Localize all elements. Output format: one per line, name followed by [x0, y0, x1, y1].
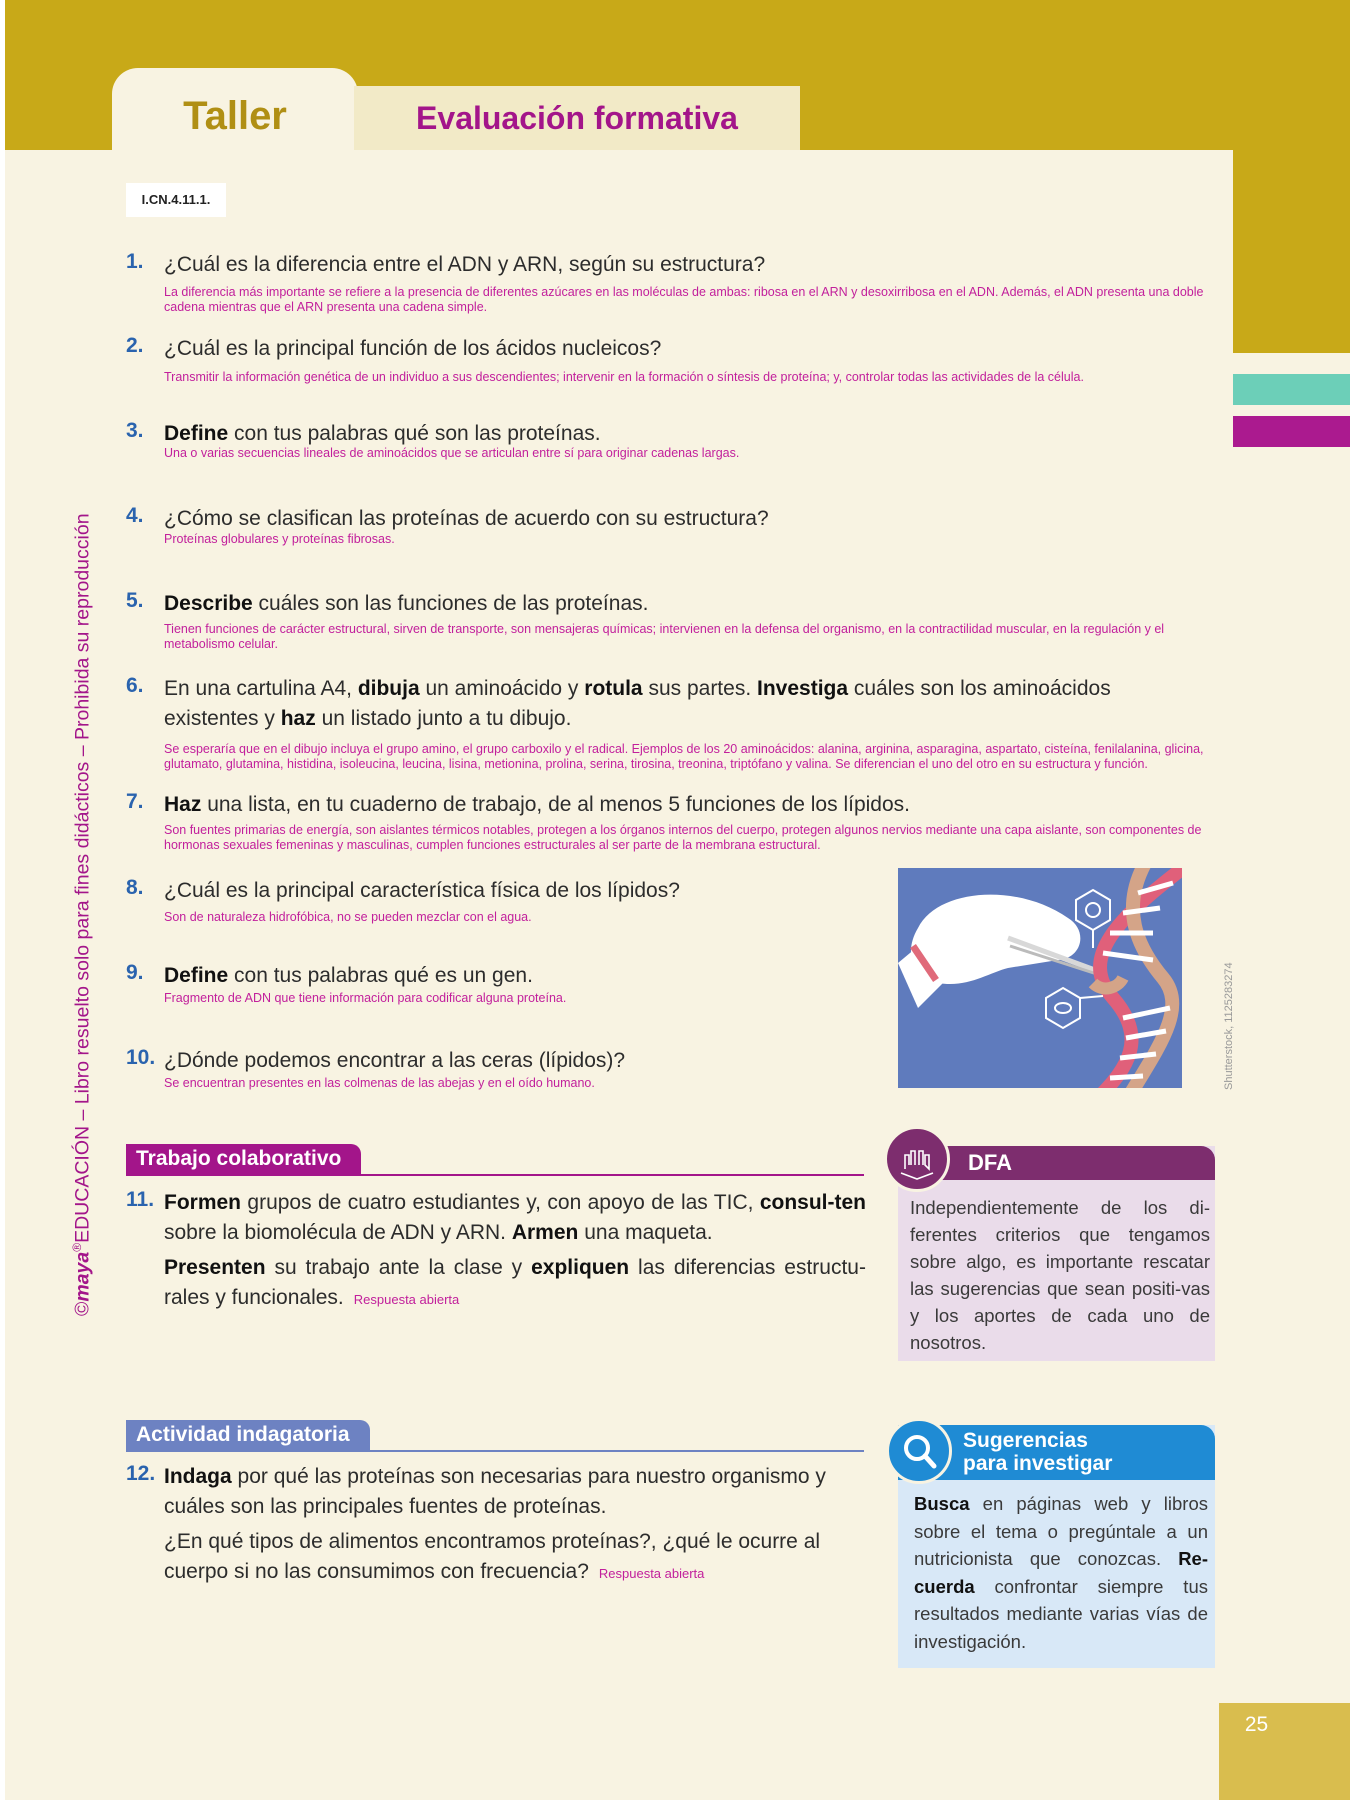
section-title: Actividad indagatoria — [126, 1420, 370, 1450]
answer-text: Respuesta abierta — [598, 1566, 705, 1581]
text-part: por qué las proteínas son necesarias para nuestro organismo y cuáles son las principales fuentes de proteínas. — [164, 1465, 826, 1518]
image-credit: Shutterstock, 1125283274 — [1223, 962, 1235, 1090]
criterion-code: I.CN.4.11.1. — [126, 183, 226, 217]
question-verb: Haz — [164, 793, 202, 816]
text-part: cuáles son los aminoácidos existentes y — [164, 677, 1111, 730]
verb-rotula: rotula — [584, 677, 643, 700]
question-text — [164, 961, 866, 991]
page-number: 25 — [1244, 1713, 1269, 1736]
answer-text: Se esperaría que en el dibujo incluya el grupo amino, el grupo carboxilo y el radical. Ejemplos de los 20 aminoácidos: alanina, arginina, asparagina, aspartato, cisteína, fenilalanina, glicina, glutamato, glutamina, histidina, isoleucina, leucina, lisina, metionina, prolina, serina, tirosina, treonina, triptófano y valina. Se diferencian el uno del otro en su estructura y función. — [164, 742, 1204, 771]
answer-text: Una o varias secuencias lineales de aminoácidos que se articulan entre sí para originar cadenas largas. — [164, 446, 740, 460]
tab-evaluacion — [354, 86, 800, 150]
verb-consulten: consul-ten — [759, 1191, 866, 1214]
question-number: 9. — [126, 961, 144, 984]
question-rest: cuáles son las funciones de las proteínas. — [252, 592, 649, 615]
text-part: ¿En qué tipos de alimentos encontramos proteínas?, ¿qué le ocurre al cuerpo si no las consumimos con frecuencia? — [164, 1530, 821, 1583]
text-part: sus partes. — [642, 677, 757, 700]
question-text: ¿Cómo se clasifican las proteínas de acuerdo con su estructura? — [164, 507, 769, 530]
question-text — [164, 790, 1211, 820]
section-title: Trabajo colaborativo — [126, 1144, 361, 1174]
question-text: ¿Dónde podemos encontrar a las ceras (lípidos)? — [164, 1049, 626, 1072]
text-part: un listado junto a tu dibujo. — [315, 707, 572, 730]
question-text: ¿Cuál es la diferencia entre el ADN y ARN, según su estructura? — [164, 253, 766, 276]
hands-heart-icon — [884, 1126, 950, 1192]
verb-armen: Armen — [511, 1221, 579, 1244]
question-number: 1. — [126, 250, 144, 273]
answer-text: Tienen funciones de carácter estructural, sirven de transporte, son mensajeras químicas; intervienen en la defensa del organismo, en la contractilidad muscular, en la regulación y el metabolismo celular. — [164, 622, 1165, 651]
question-text — [164, 674, 1211, 734]
verb-expliquen: expliquen — [531, 1256, 630, 1279]
answer-text: Proteínas globulares y proteínas fibrosas. — [164, 532, 395, 546]
section-rule — [126, 1174, 864, 1176]
answer-text: La diferencia más importante se refiere a la presencia de diferentes azúcares en las moléculas de ambas: ribosa en el ARN y desoxirribosa en el ADN. Además, el ADN presenta una doble cadena mientras que el ARN presenta una cadena simple. — [164, 285, 1204, 314]
registered-mark: ® — [70, 1242, 84, 1252]
text-part: grupos de cuatro estudiantes y, con apoyo de las TIC, — [241, 1191, 760, 1214]
verb-busca: Busca — [914, 1493, 970, 1514]
tab-taller — [112, 68, 358, 160]
question-rest: con tus palabras qué son las proteínas. — [228, 422, 601, 445]
question-number: 2. — [126, 334, 144, 357]
sugerencias-text — [914, 1490, 1208, 1655]
dna-scientist-icon — [898, 868, 1182, 1088]
question-rest: con tus palabras qué es un gen. — [228, 964, 533, 987]
answer-text: Son de naturaleza hidrofóbica, no se pueden mezclar con el agua. — [164, 910, 532, 924]
answer-text: Respuesta abierta — [353, 1292, 460, 1307]
question-verb: Describe — [164, 592, 253, 615]
dna-illustration — [898, 868, 1182, 1088]
tab-taller-label: Taller — [183, 94, 287, 138]
question-text: ¿Cuál es la principal característica física de los lípidos? — [164, 879, 680, 902]
text-part: las diferencias estructu-rales y funcionales. — [164, 1256, 866, 1309]
text-part: un aminoácido y — [419, 677, 585, 700]
magnifier-icon — [886, 1418, 952, 1484]
verb-presenten: Presenten — [164, 1256, 266, 1279]
answer-text: Fragmento de ADN que tiene información para codificar alguna proteína. — [164, 991, 567, 1005]
text-part: En una cartulina A4, — [164, 677, 358, 700]
question-rest: una lista, en tu cuaderno de trabajo, de al menos 5 funciones de los lípidos. — [201, 793, 910, 816]
title-line-1: Sugerencias — [963, 1429, 1088, 1452]
copyright-side-text — [58, 496, 96, 1316]
verb-investiga: Investiga — [757, 677, 849, 700]
paragraph-1 — [164, 1188, 866, 1248]
question-text — [164, 589, 1211, 619]
question-text — [164, 1188, 866, 1315]
answer-text: Transmitir la información genética de un individuo a sus descendientes; intervenir en la formación o síntesis de proteína; y, controlar todas las actividades de la célula. — [164, 370, 1084, 384]
paragraph-1 — [164, 1462, 866, 1522]
question-verb: Define — [164, 422, 229, 445]
paragraph-2 — [164, 1253, 866, 1315]
tab-evaluacion-label: Evaluación formativa — [416, 100, 738, 136]
title-line-2: para investigar — [963, 1452, 1113, 1475]
section-rule — [126, 1450, 864, 1452]
question-number: 12. — [126, 1462, 156, 1485]
copyright-text: EDUCACIÓN – Libro resuelto solo para fines didácticos – Prohibida su reproducción — [71, 513, 94, 1243]
dfa-text: Independientemente de los di-ferentes criterios que tengamos sobre algo, es importante rescatar las sugerencias que sean positi-vas y los aportes de cada uno de nosotros. — [910, 1197, 1210, 1353]
text-part: sobre la biomolécula de ADN y ARN. — [164, 1221, 512, 1244]
question-number: 11. — [126, 1188, 155, 1211]
question-text — [164, 1462, 866, 1589]
question-number: 10. — [126, 1046, 156, 1069]
side-band — [1233, 150, 1350, 353]
question-number: 4. — [126, 504, 144, 527]
answer-text: Se encuentran presentes en las colmenas de las abejas y en el oído humano. — [164, 1076, 595, 1090]
question-number: 7. — [126, 790, 144, 813]
section-actividad-indagatoria — [126, 1420, 864, 1454]
text-part: confrontar siempre tus resultados mediante varias vías de investigación. — [914, 1575, 1208, 1652]
verb-formen: Formen — [164, 1191, 242, 1214]
text-part: su trabajo ante la clase y — [265, 1256, 532, 1279]
magenta-marker — [1233, 416, 1350, 447]
section-trabajo-colaborativo — [126, 1144, 864, 1178]
brand-name: maya — [71, 1251, 94, 1302]
copyright-symbol: © — [71, 1301, 94, 1316]
paragraph-2 — [164, 1527, 866, 1589]
verb-haz: haz — [280, 707, 316, 730]
question-number: 8. — [126, 876, 144, 899]
question-text: ¿Cuál es la principal función de los ácidos nucleicos? — [164, 337, 662, 360]
sugerencias-title — [963, 1429, 1112, 1475]
question-number: 6. — [126, 674, 144, 697]
verb-dibuja: dibuja — [357, 677, 420, 700]
question-verb: Define — [164, 964, 229, 987]
question-text — [164, 419, 1211, 449]
teal-marker — [1233, 374, 1350, 405]
question-number: 3. — [126, 419, 144, 442]
question-number: 5. — [126, 589, 144, 612]
verb-recuerda: Re-cuerda — [914, 1548, 1208, 1597]
verb-indaga: Indaga — [164, 1465, 232, 1488]
text-part: en páginas web y libros sobre el tema o pregúntale a un nutricionista que conozcas. — [914, 1493, 1208, 1569]
text-part: una maqueta. — [578, 1221, 713, 1244]
dfa-title: DFA — [968, 1150, 1012, 1175]
answer-text: Son fuentes primarias de energía, son aislantes térmicos notables, protegen a los órganos internos del cuerpo, protegen algunos nervios mediante una capa aislante, son componentes de hormonas sexuales femeninas y masculinas, cumplen funciones estructurales al ser parte de la membrana estructural. — [164, 823, 1202, 852]
